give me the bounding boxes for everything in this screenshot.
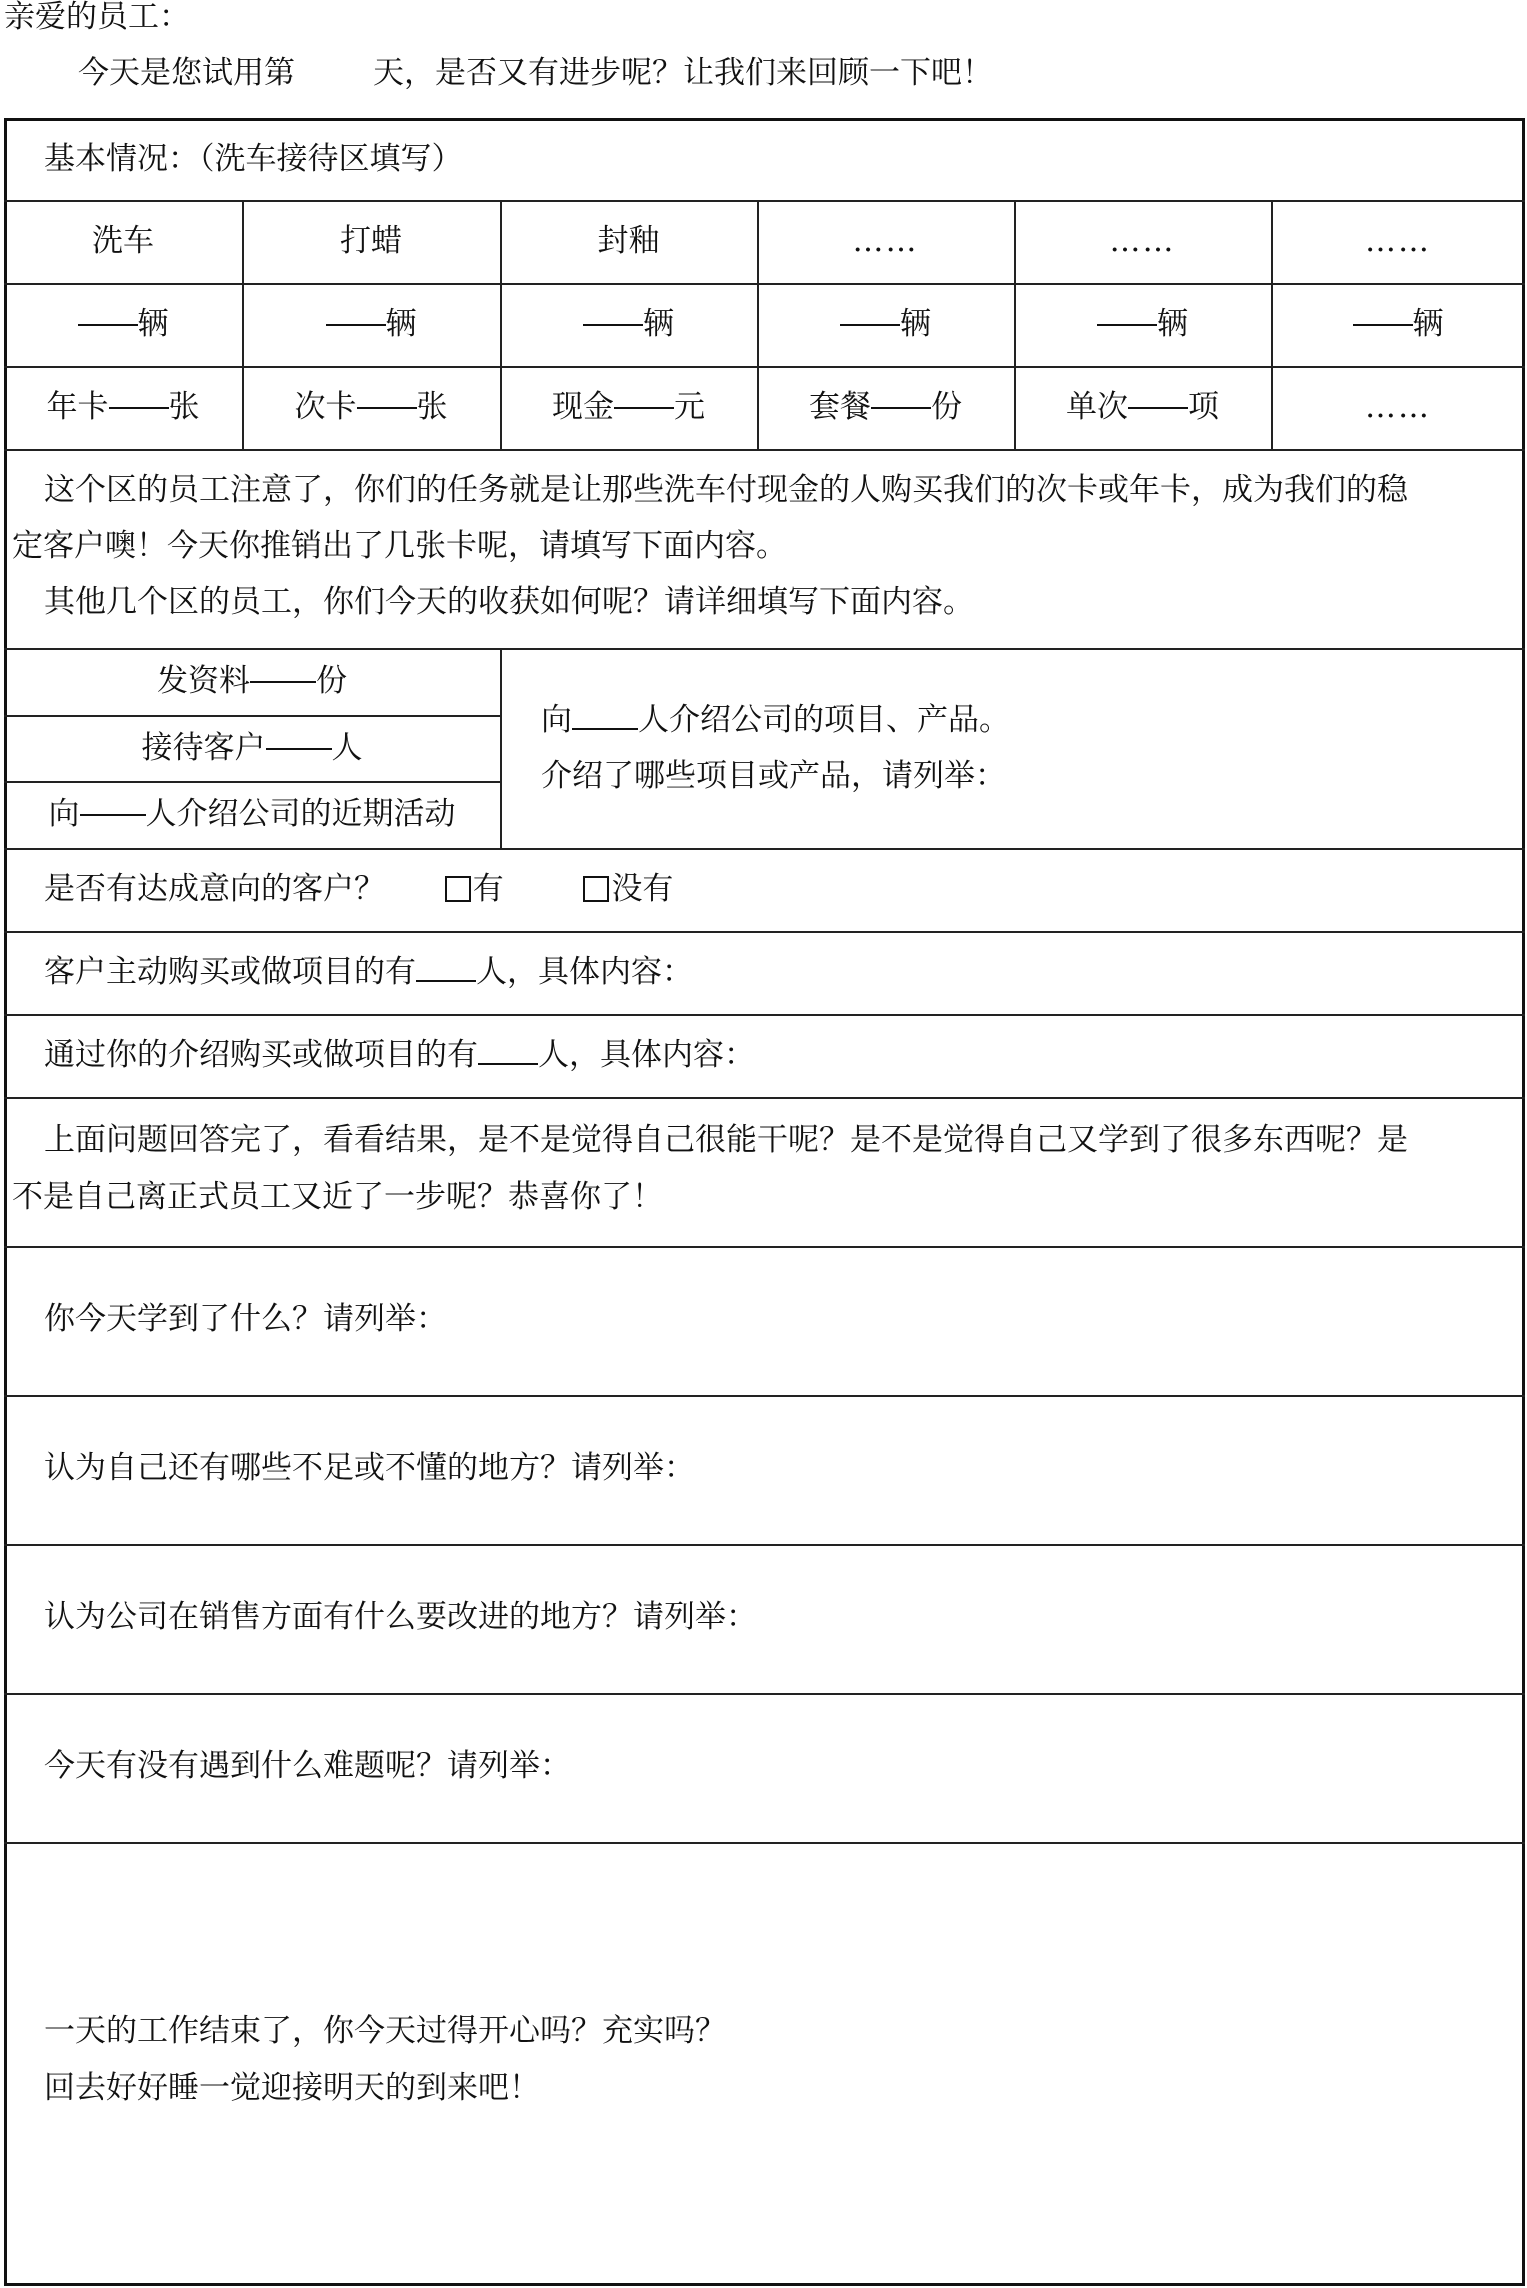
customers-unit: 人 [331, 729, 363, 766]
rule [4, 1395, 1525, 1397]
service-more: …… [852, 223, 919, 260]
buy-intro-tail: 人，具体内容： [538, 1037, 755, 1073]
vehicle-count-blank[interactable] [1353, 323, 1413, 326]
service-more: …… [1365, 223, 1431, 260]
products-tail: 人介绍公司的项目、产品。 [638, 702, 1010, 738]
vehicle-count-cell [757, 283, 1014, 366]
annual-card-cell [4, 366, 242, 449]
vehicle-count-cell [500, 283, 757, 366]
annual-card-blank[interactable] [109, 406, 169, 409]
customers-label: 接待客户 [141, 729, 266, 766]
vehicle-count-blank[interactable] [78, 323, 138, 326]
buy-self-label: 客户主动购买或做项目的有 [44, 954, 416, 990]
closing-line-1: 一天的工作结束了，你今天过得开心吗？充实吗？ [44, 2013, 726, 2049]
greeting: 亲爱的员工： [4, 0, 190, 35]
rule [4, 1842, 1525, 1844]
sales-label: 年卡 [46, 389, 109, 426]
package-cell [757, 366, 1014, 449]
vehicle-count-blank[interactable] [1097, 323, 1157, 326]
rule [4, 1097, 1525, 1099]
products-line [541, 701, 1010, 740]
unit-label: 辆 [385, 306, 417, 343]
notice-line-2: 定客户噢！今天你推销出了几张卡呢，请填写下面内容。 [12, 528, 787, 564]
count-card-blank[interactable] [357, 406, 417, 409]
rule [4, 1014, 1525, 1016]
sales-unit: 项 [1188, 389, 1219, 426]
materials-cell [4, 648, 500, 715]
vehicle-count-blank[interactable] [840, 323, 900, 326]
question-shortcomings: 认为自己还有哪些不足或不懂的地方？请列举： [44, 1450, 695, 1486]
package-blank[interactable] [871, 406, 931, 409]
products-label: 向 [541, 702, 572, 738]
unit-label: 辆 [643, 306, 674, 343]
sales-more: …… [1365, 389, 1431, 426]
rule [4, 1544, 1525, 1546]
single-item-blank[interactable] [1128, 406, 1188, 409]
materials-blank[interactable] [250, 680, 316, 683]
service-more: …… [1109, 223, 1176, 260]
reflection-line-1: 上面问题回答完了，看看结果，是不是觉得自己很能干呢？是不是觉得自己又学到了很多东西呢？是 [44, 1122, 1408, 1158]
unit-label: 辆 [1412, 306, 1444, 343]
intent-question: 是否有达成意向的客户？ [44, 871, 385, 907]
events-blank[interactable] [80, 813, 146, 816]
products-list-prompt: 介绍了哪些项目或产品，请列举： [541, 758, 1006, 794]
vehicle-count-cell [1271, 283, 1525, 366]
service-wash: 洗车 [92, 223, 154, 260]
customers-cell [4, 715, 500, 781]
basic-title: 基本情况：（洗车接待区填写） [44, 141, 463, 177]
option-yes-label: 有 [472, 871, 504, 907]
sales-unit: 份 [931, 389, 962, 426]
question-learned: 你今天学到了什么？请列举： [44, 1301, 447, 1337]
materials-label: 发资料 [157, 663, 250, 700]
rule [4, 1246, 1525, 1248]
sales-label: 次卡 [294, 389, 357, 426]
buy-intro-label: 通过你的介绍购买或做项目的有 [44, 1037, 478, 1073]
materials-unit: 份 [316, 663, 347, 700]
vehicle-count-blank[interactable] [326, 323, 386, 326]
events-label: 向 [48, 796, 80, 833]
buy-intro-blank[interactable] [478, 1062, 538, 1065]
buy-intro-line [44, 1036, 755, 1075]
rule [4, 1693, 1525, 1695]
option-no-label: 没有 [611, 871, 674, 907]
sales-label: 单次 [1066, 389, 1128, 426]
intro-after: 天，是否又有进步呢？让我们来回顾一下吧！ [373, 55, 993, 91]
events-cell [4, 781, 500, 848]
question-company-improve: 认为公司在销售方面有什么要改进的地方？请列举： [44, 1599, 757, 1635]
unit-label: 辆 [137, 306, 169, 343]
sales-label: 现金 [552, 389, 614, 426]
buy-self-tail: 人，具体内容： [476, 954, 693, 990]
checkbox-no[interactable] [583, 876, 609, 902]
sales-unit: 张 [416, 389, 448, 426]
service-wax: 打蜡 [340, 223, 402, 260]
question-difficulties: 今天有没有遇到什么难题呢？请列举： [44, 1748, 571, 1784]
vehicle-count-blank[interactable] [583, 323, 643, 326]
cash-blank[interactable] [614, 406, 674, 409]
single-item-cell [1014, 366, 1271, 449]
sales-unit: 张 [168, 389, 200, 426]
notice-line-3: 其他几个区的员工，你们今天的收获如何呢？请详细填写下面内容。 [44, 584, 974, 620]
closing-line-2: 回去好好睡一觉迎接明天的到来吧！ [44, 2070, 540, 2106]
unit-label: 辆 [1157, 306, 1188, 343]
unit-label: 辆 [900, 306, 931, 343]
col-rule [500, 648, 502, 848]
intro-before: 今天是您试用第 [78, 55, 295, 91]
buy-self-blank[interactable] [416, 979, 476, 982]
sales-label: 套餐 [809, 389, 871, 426]
vehicle-count-cell [4, 283, 242, 366]
count-card-cell [242, 366, 500, 449]
events-tail: 人介绍公司的近期活动 [145, 796, 456, 833]
checkbox-yes[interactable] [445, 876, 471, 902]
cash-cell [500, 366, 757, 449]
service-seal: 封釉 [597, 223, 660, 260]
reflection-line-2: 不是自己离正式员工又近了一步呢？恭喜你了！ [12, 1179, 663, 1215]
intro-line [78, 54, 993, 93]
rule [4, 449, 1525, 451]
vehicle-count-cell [242, 283, 500, 366]
notice-line-1: 这个区的员工注意了，你们的任务就是让那些洗车付现金的人购买我们的次卡或年卡，成为我们的稳 [44, 472, 1408, 508]
customers-blank[interactable] [266, 747, 332, 750]
rule [4, 931, 1525, 933]
sales-unit: 元 [674, 389, 705, 426]
buy-self-line [44, 953, 693, 992]
products-blank[interactable] [572, 727, 638, 730]
vehicle-count-cell [1014, 283, 1271, 366]
rule [4, 848, 1525, 850]
intent-row [44, 870, 673, 909]
